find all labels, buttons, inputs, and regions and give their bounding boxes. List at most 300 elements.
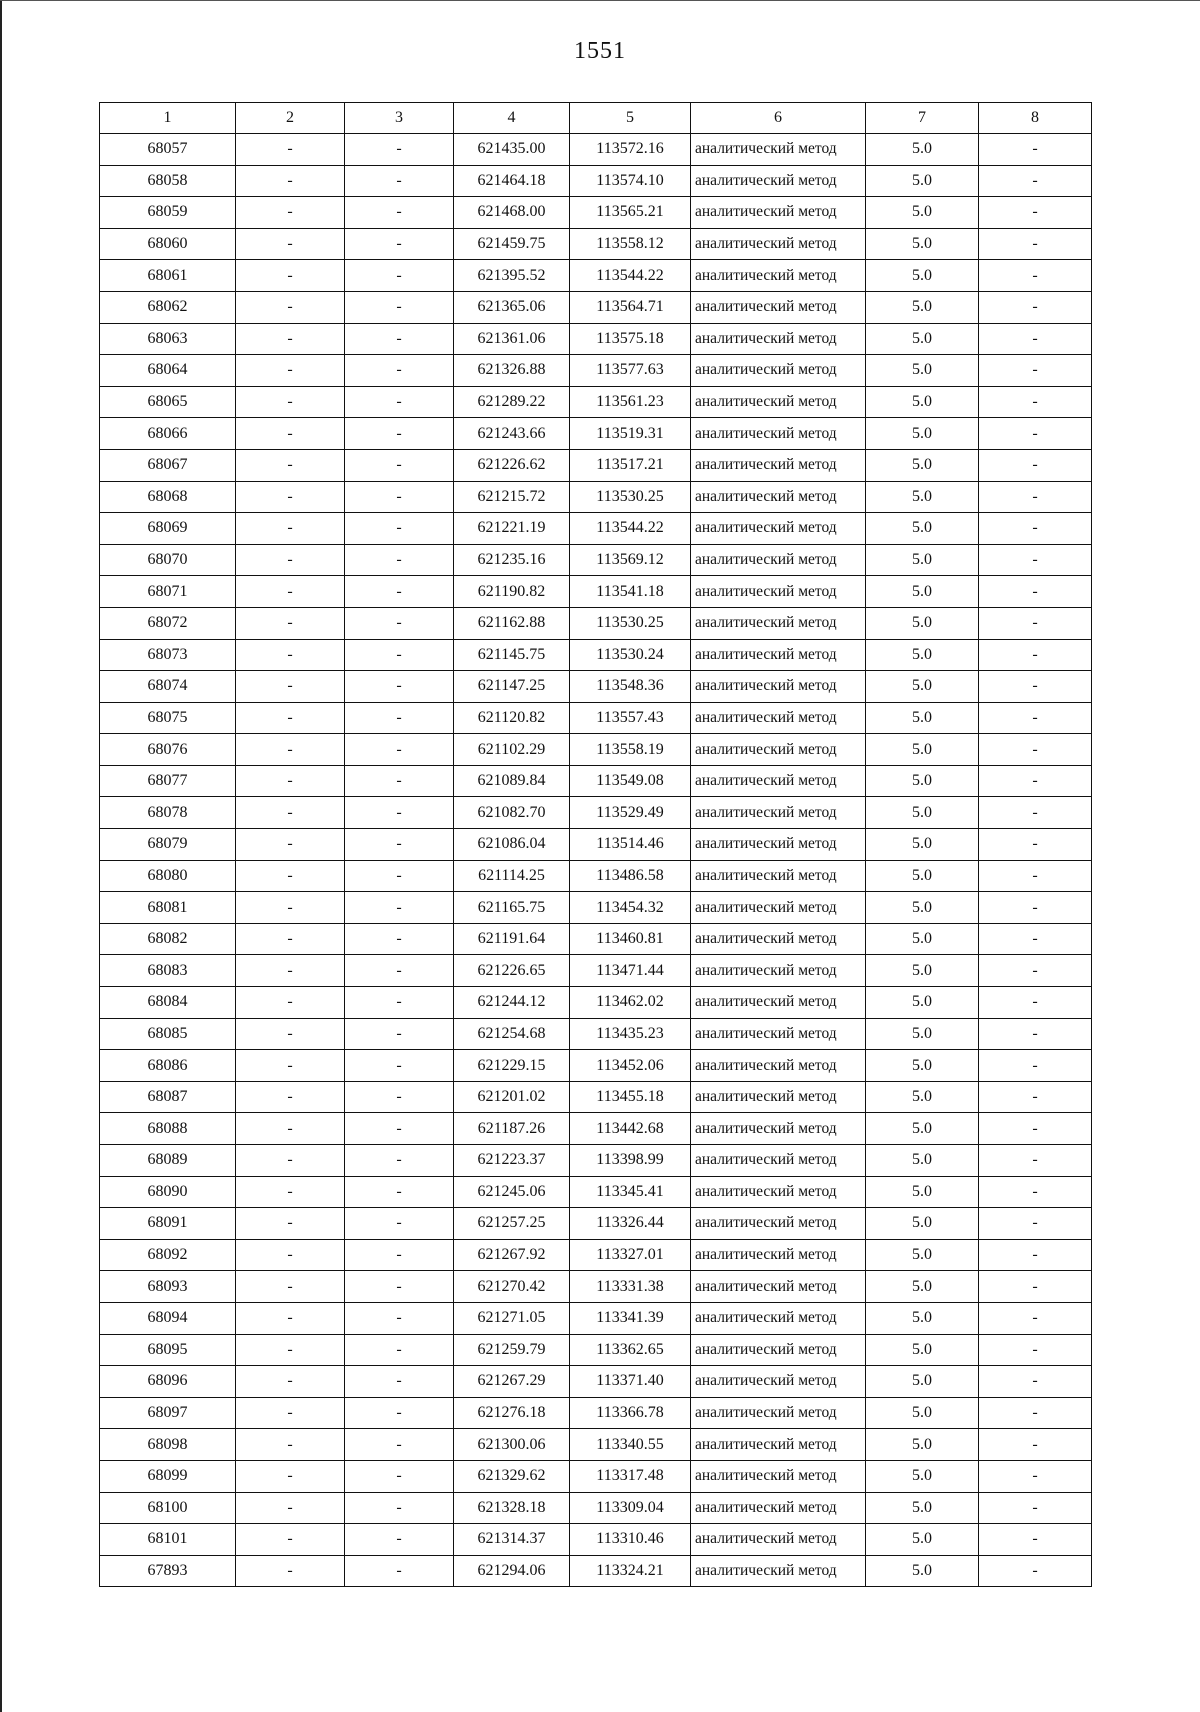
table-cell-col-7: 5.0 <box>866 1397 979 1429</box>
table-cell-col-1: 68068 <box>100 481 236 513</box>
table-cell-col-6: аналитический метод <box>691 228 866 260</box>
table-cell-col-5: 113324.21 <box>570 1555 691 1587</box>
table-cell-col-7: 5.0 <box>866 449 979 481</box>
table-cell-col-7: 5.0 <box>866 323 979 355</box>
table-cell-col-8: - <box>979 1460 1092 1492</box>
table-cell-col-8: - <box>979 829 1092 861</box>
table-cell-col-6: аналитический метод <box>691 607 866 639</box>
table-cell-col-4: 621147.25 <box>454 671 570 703</box>
table-cell-col-7: 5.0 <box>866 197 979 229</box>
table-cell-col-6: аналитический метод <box>691 1176 866 1208</box>
table-cell-col-3: - <box>345 860 454 892</box>
table-cell-col-8: - <box>979 386 1092 418</box>
table-cell-col-1: 68080 <box>100 860 236 892</box>
table-cell-col-3: - <box>345 1176 454 1208</box>
table-cell-col-1: 68096 <box>100 1366 236 1398</box>
table-cell-col-8: - <box>979 197 1092 229</box>
table-cell-col-6: аналитический метод <box>691 639 866 671</box>
table-cell-col-6: аналитический метод <box>691 1081 866 1113</box>
table-cell-col-3: - <box>345 1081 454 1113</box>
table-cell-col-3: - <box>345 418 454 450</box>
table-cell-col-3: - <box>345 923 454 955</box>
table-cell-col-6: аналитический метод <box>691 955 866 987</box>
table-cell-col-2: - <box>236 1366 345 1398</box>
table-cell-col-6: аналитический метод <box>691 481 866 513</box>
table-cell-col-4: 621165.75 <box>454 892 570 924</box>
table-cell-col-1: 68063 <box>100 323 236 355</box>
table-cell-col-2: - <box>236 797 345 829</box>
table-cell-col-7: 5.0 <box>866 734 979 766</box>
table-cell-col-4: 621267.92 <box>454 1239 570 1271</box>
table-cell-col-2: - <box>236 923 345 955</box>
table-cell-col-7: 5.0 <box>866 955 979 987</box>
table-cell-col-6: аналитический метод <box>691 1050 866 1082</box>
table-cell-col-8: - <box>979 1145 1092 1177</box>
table-cell-col-7: 5.0 <box>866 481 979 513</box>
table-cell-col-2: - <box>236 291 345 323</box>
table-cell-col-4: 621145.75 <box>454 639 570 671</box>
table-cell-col-5: 113340.55 <box>570 1429 691 1461</box>
table-cell-col-1: 68077 <box>100 765 236 797</box>
table-cell-col-6: аналитический метод <box>691 134 866 166</box>
table-row <box>100 481 1092 513</box>
table-cell-col-8: - <box>979 1334 1092 1366</box>
table-cell-col-5: 113309.04 <box>570 1492 691 1524</box>
table-cell-col-2: - <box>236 829 345 861</box>
table-cell-col-5: 113362.65 <box>570 1334 691 1366</box>
table-cell-col-2: - <box>236 987 345 1019</box>
table-cell-col-1: 68067 <box>100 449 236 481</box>
table-cell-col-7: 5.0 <box>866 418 979 450</box>
table-cell-col-8: - <box>979 860 1092 892</box>
table-cell-col-1: 68098 <box>100 1429 236 1461</box>
table-cell-col-2: - <box>236 1208 345 1240</box>
table-cell-col-8: - <box>979 765 1092 797</box>
table-cell-col-3: - <box>345 797 454 829</box>
page-top-border <box>0 0 1200 1</box>
table-cell-col-1: 68069 <box>100 513 236 545</box>
table-cell-col-2: - <box>236 323 345 355</box>
table-cell-col-5: 113517.21 <box>570 449 691 481</box>
table-cell-col-1: 67893 <box>100 1555 236 1587</box>
table-row <box>100 1081 1092 1113</box>
table-cell-col-1: 68095 <box>100 1334 236 1366</box>
table-cell-col-1: 68070 <box>100 544 236 576</box>
table-cell-col-5: 113530.25 <box>570 607 691 639</box>
table-cell-col-4: 621459.75 <box>454 228 570 260</box>
table-cell-col-3: - <box>345 1018 454 1050</box>
table-cell-col-6: аналитический метод <box>691 449 866 481</box>
table-cell-col-1: 68089 <box>100 1145 236 1177</box>
table-row <box>100 1524 1092 1556</box>
table-cell-col-5: 113544.22 <box>570 513 691 545</box>
table-cell-col-7: 5.0 <box>866 1492 979 1524</box>
table-row <box>100 134 1092 166</box>
table-cell-col-4: 621221.19 <box>454 513 570 545</box>
table-cell-col-6: аналитический метод <box>691 1429 866 1461</box>
table-cell-col-5: 113486.58 <box>570 860 691 892</box>
table-cell-col-2: - <box>236 734 345 766</box>
table-cell-col-6: аналитический метод <box>691 1018 866 1050</box>
table-cell-col-3: - <box>345 1145 454 1177</box>
table-cell-col-2: - <box>236 860 345 892</box>
table-row <box>100 987 1092 1019</box>
table-cell-col-4: 621300.06 <box>454 1429 570 1461</box>
table-cell-col-7: 5.0 <box>866 513 979 545</box>
table-cell-col-6: аналитический метод <box>691 544 866 576</box>
table-cell-col-7: 5.0 <box>866 1113 979 1145</box>
table-cell-col-4: 621190.82 <box>454 576 570 608</box>
table-cell-col-8: - <box>979 1366 1092 1398</box>
table-row <box>100 449 1092 481</box>
table-cell-col-7: 5.0 <box>866 607 979 639</box>
table-cell-col-5: 113557.43 <box>570 702 691 734</box>
table-cell-col-3: - <box>345 481 454 513</box>
table-cell-col-3: - <box>345 829 454 861</box>
table-header <box>100 103 1092 134</box>
table-row <box>100 671 1092 703</box>
table-row <box>100 291 1092 323</box>
table-cell-col-6: аналитический метод <box>691 513 866 545</box>
table-cell-col-3: - <box>345 165 454 197</box>
table-cell-col-4: 621267.29 <box>454 1366 570 1398</box>
table-cell-col-2: - <box>236 1524 345 1556</box>
table-cell-col-5: 113561.23 <box>570 386 691 418</box>
table-row <box>100 702 1092 734</box>
column-header-3: 3 <box>345 103 454 134</box>
table-cell-col-8: - <box>979 355 1092 387</box>
table-cell-col-5: 113519.31 <box>570 418 691 450</box>
table-cell-col-7: 5.0 <box>866 671 979 703</box>
column-header-8: 8 <box>979 103 1092 134</box>
table-cell-col-4: 621235.16 <box>454 544 570 576</box>
table-cell-col-4: 621102.29 <box>454 734 570 766</box>
table-cell-col-5: 113471.44 <box>570 955 691 987</box>
table-cell-col-4: 621244.12 <box>454 987 570 1019</box>
table-row <box>100 323 1092 355</box>
table-cell-col-3: - <box>345 987 454 1019</box>
table-cell-col-1: 68097 <box>100 1397 236 1429</box>
table-cell-col-7: 5.0 <box>866 765 979 797</box>
table-cell-col-1: 68078 <box>100 797 236 829</box>
table-cell-col-4: 621223.37 <box>454 1145 570 1177</box>
table-cell-col-2: - <box>236 1239 345 1271</box>
table-row <box>100 1176 1092 1208</box>
table-cell-col-2: - <box>236 607 345 639</box>
table-cell-col-8: - <box>979 544 1092 576</box>
table-cell-col-3: - <box>345 386 454 418</box>
table-cell-col-1: 68062 <box>100 291 236 323</box>
table-cell-col-5: 113454.32 <box>570 892 691 924</box>
table-cell-col-8: - <box>979 449 1092 481</box>
table-cell-col-8: - <box>979 702 1092 734</box>
table-cell-col-1: 68093 <box>100 1271 236 1303</box>
table-cell-col-2: - <box>236 1555 345 1587</box>
table-cell-col-5: 113574.10 <box>570 165 691 197</box>
table-cell-col-5: 113341.39 <box>570 1302 691 1334</box>
table-cell-col-8: - <box>979 291 1092 323</box>
table-cell-col-2: - <box>236 765 345 797</box>
table-cell-col-5: 113549.08 <box>570 765 691 797</box>
table-cell-col-4: 621468.00 <box>454 197 570 229</box>
table-cell-col-1: 68075 <box>100 702 236 734</box>
table-row <box>100 765 1092 797</box>
table-cell-col-8: - <box>979 323 1092 355</box>
table-cell-col-2: - <box>236 1429 345 1461</box>
table-cell-col-4: 621114.25 <box>454 860 570 892</box>
column-header-7: 7 <box>866 103 979 134</box>
table-cell-col-7: 5.0 <box>866 797 979 829</box>
table-cell-col-2: - <box>236 165 345 197</box>
table-cell-col-2: - <box>236 386 345 418</box>
column-header-5: 5 <box>570 103 691 134</box>
table-cell-col-7: 5.0 <box>866 1050 979 1082</box>
table-cell-col-3: - <box>345 1334 454 1366</box>
table-cell-col-3: - <box>345 260 454 292</box>
table-cell-col-8: - <box>979 797 1092 829</box>
table-cell-col-5: 113572.16 <box>570 134 691 166</box>
table-cell-col-4: 621257.25 <box>454 1208 570 1240</box>
table-cell-col-8: - <box>979 955 1092 987</box>
table-cell-col-4: 621243.66 <box>454 418 570 450</box>
table-cell-col-5: 113331.38 <box>570 1271 691 1303</box>
table-cell-col-7: 5.0 <box>866 355 979 387</box>
table-row <box>100 892 1092 924</box>
table-cell-col-4: 621289.22 <box>454 386 570 418</box>
table-cell-col-1: 68090 <box>100 1176 236 1208</box>
table-cell-col-4: 621326.88 <box>454 355 570 387</box>
table-cell-col-8: - <box>979 134 1092 166</box>
table-cell-col-6: аналитический метод <box>691 323 866 355</box>
table-cell-col-1: 68094 <box>100 1302 236 1334</box>
table-cell-col-7: 5.0 <box>866 1145 979 1177</box>
table-cell-col-2: - <box>236 1081 345 1113</box>
table-cell-col-7: 5.0 <box>866 1366 979 1398</box>
table-cell-col-7: 5.0 <box>866 829 979 861</box>
table-row <box>100 260 1092 292</box>
page-left-border <box>0 0 2 1712</box>
table-cell-col-7: 5.0 <box>866 544 979 576</box>
table-cell-col-6: аналитический метод <box>691 765 866 797</box>
table-cell-col-5: 113455.18 <box>570 1081 691 1113</box>
table-cell-col-2: - <box>236 1492 345 1524</box>
table-cell-col-8: - <box>979 1018 1092 1050</box>
table-cell-col-8: - <box>979 1555 1092 1587</box>
table-cell-col-7: 5.0 <box>866 1081 979 1113</box>
table-cell-col-5: 113371.40 <box>570 1366 691 1398</box>
table-row <box>100 1050 1092 1082</box>
table-cell-col-8: - <box>979 1113 1092 1145</box>
table-cell-col-8: - <box>979 1492 1092 1524</box>
table-cell-col-2: - <box>236 513 345 545</box>
table-cell-col-1: 68059 <box>100 197 236 229</box>
table-cell-col-5: 113558.19 <box>570 734 691 766</box>
table-cell-col-6: аналитический метод <box>691 1145 866 1177</box>
table-row <box>100 923 1092 955</box>
table-cell-col-6: аналитический метод <box>691 260 866 292</box>
table-cell-col-3: - <box>345 449 454 481</box>
table-cell-col-1: 68085 <box>100 1018 236 1050</box>
table-cell-col-3: - <box>345 513 454 545</box>
table-cell-col-1: 68076 <box>100 734 236 766</box>
table-cell-col-7: 5.0 <box>866 987 979 1019</box>
table-cell-col-3: - <box>345 1460 454 1492</box>
table-cell-col-1: 68099 <box>100 1460 236 1492</box>
table-cell-col-4: 621294.06 <box>454 1555 570 1587</box>
table-row <box>100 1366 1092 1398</box>
table-cell-col-4: 621226.62 <box>454 449 570 481</box>
table-cell-col-3: - <box>345 1555 454 1587</box>
table-cell-col-8: - <box>979 1429 1092 1461</box>
table-cell-col-6: аналитический метод <box>691 418 866 450</box>
table-cell-col-1: 68058 <box>100 165 236 197</box>
table-cell-col-2: - <box>236 1397 345 1429</box>
table-cell-col-7: 5.0 <box>866 576 979 608</box>
table-cell-col-6: аналитический метод <box>691 386 866 418</box>
table-cell-col-3: - <box>345 671 454 703</box>
table-cell-col-2: - <box>236 355 345 387</box>
table-row <box>100 639 1092 671</box>
table-cell-col-1: 68061 <box>100 260 236 292</box>
table-cell-col-7: 5.0 <box>866 1271 979 1303</box>
table-cell-col-1: 68066 <box>100 418 236 450</box>
table-cell-col-5: 113530.24 <box>570 639 691 671</box>
table-cell-col-6: аналитический метод <box>691 797 866 829</box>
table-cell-col-5: 113310.46 <box>570 1524 691 1556</box>
table-cell-col-6: аналитический метод <box>691 1460 866 1492</box>
table-cell-col-4: 621226.65 <box>454 955 570 987</box>
table-cell-col-8: - <box>979 1397 1092 1429</box>
column-header-1: 1 <box>100 103 236 134</box>
table-cell-col-2: - <box>236 1176 345 1208</box>
table-row <box>100 228 1092 260</box>
table-cell-col-4: 621215.72 <box>454 481 570 513</box>
table-cell-col-1: 68079 <box>100 829 236 861</box>
table-cell-col-6: аналитический метод <box>691 165 866 197</box>
table-cell-col-7: 5.0 <box>866 639 979 671</box>
table-cell-col-3: - <box>345 765 454 797</box>
table-cell-col-1: 68073 <box>100 639 236 671</box>
table-cell-col-7: 5.0 <box>866 165 979 197</box>
table-cell-col-7: 5.0 <box>866 860 979 892</box>
table-cell-col-5: 113462.02 <box>570 987 691 1019</box>
table-cell-col-3: - <box>345 1397 454 1429</box>
table-cell-col-3: - <box>345 892 454 924</box>
table-cell-col-5: 113530.25 <box>570 481 691 513</box>
table-cell-col-5: 113548.36 <box>570 671 691 703</box>
table-cell-col-6: аналитический метод <box>691 1239 866 1271</box>
table-cell-col-7: 5.0 <box>866 1239 979 1271</box>
table-cell-col-4: 621082.70 <box>454 797 570 829</box>
table-cell-col-5: 113460.81 <box>570 923 691 955</box>
table-cell-col-3: - <box>345 355 454 387</box>
table-cell-col-6: аналитический метод <box>691 860 866 892</box>
table-cell-col-4: 621435.00 <box>454 134 570 166</box>
table-cell-col-2: - <box>236 418 345 450</box>
table-cell-col-3: - <box>345 576 454 608</box>
table-cell-col-3: - <box>345 607 454 639</box>
table-cell-col-7: 5.0 <box>866 702 979 734</box>
table-cell-col-2: - <box>236 955 345 987</box>
table-cell-col-2: - <box>236 892 345 924</box>
table-cell-col-7: 5.0 <box>866 923 979 955</box>
table-row <box>100 1271 1092 1303</box>
table-row <box>100 1302 1092 1334</box>
table-cell-col-4: 621191.64 <box>454 923 570 955</box>
table-cell-col-2: - <box>236 1334 345 1366</box>
column-header-4: 4 <box>454 103 570 134</box>
table-cell-col-3: - <box>345 1302 454 1334</box>
table-cell-col-3: - <box>345 1524 454 1556</box>
table-cell-col-7: 5.0 <box>866 1176 979 1208</box>
table-cell-col-5: 113326.44 <box>570 1208 691 1240</box>
column-header-2: 2 <box>236 103 345 134</box>
table-cell-col-6: аналитический метод <box>691 1302 866 1334</box>
table-cell-col-2: - <box>236 544 345 576</box>
table-row <box>100 513 1092 545</box>
table-cell-col-4: 621259.79 <box>454 1334 570 1366</box>
table-cell-col-7: 5.0 <box>866 1334 979 1366</box>
table-cell-col-4: 621089.84 <box>454 765 570 797</box>
table-cell-col-6: аналитический метод <box>691 576 866 608</box>
table-cell-col-3: - <box>345 734 454 766</box>
table-cell-col-1: 68074 <box>100 671 236 703</box>
table-cell-col-6: аналитический метод <box>691 1366 866 1398</box>
table-cell-col-2: - <box>236 671 345 703</box>
table-cell-col-5: 113569.12 <box>570 544 691 576</box>
table-cell-col-3: - <box>345 291 454 323</box>
table-row <box>100 1018 1092 1050</box>
table-cell-col-6: аналитический метод <box>691 671 866 703</box>
table-cell-col-5: 113452.06 <box>570 1050 691 1082</box>
table-cell-col-8: - <box>979 1271 1092 1303</box>
table-cell-col-6: аналитический метод <box>691 1492 866 1524</box>
table-cell-col-1: 68065 <box>100 386 236 418</box>
table-cell-col-7: 5.0 <box>866 1208 979 1240</box>
table-cell-col-3: - <box>345 197 454 229</box>
table-cell-col-4: 621187.26 <box>454 1113 570 1145</box>
table-cell-col-8: - <box>979 481 1092 513</box>
table-cell-col-1: 68064 <box>100 355 236 387</box>
table-cell-col-3: - <box>345 639 454 671</box>
table-row <box>100 165 1092 197</box>
table-cell-col-7: 5.0 <box>866 260 979 292</box>
table-row <box>100 1460 1092 1492</box>
table-cell-col-6: аналитический метод <box>691 197 866 229</box>
table-cell-col-3: - <box>345 323 454 355</box>
table-cell-col-1: 68091 <box>100 1208 236 1240</box>
table-cell-col-5: 113435.23 <box>570 1018 691 1050</box>
table-cell-col-2: - <box>236 1050 345 1082</box>
table-cell-col-2: - <box>236 1460 345 1492</box>
page-number: 1551 <box>574 38 626 64</box>
table-cell-col-8: - <box>979 1239 1092 1271</box>
table-cell-col-8: - <box>979 418 1092 450</box>
table-cell-col-8: - <box>979 165 1092 197</box>
table-cell-col-4: 621328.18 <box>454 1492 570 1524</box>
table-cell-col-1: 68082 <box>100 923 236 955</box>
table-cell-col-7: 5.0 <box>866 134 979 166</box>
table-cell-col-7: 5.0 <box>866 1302 979 1334</box>
table-cell-col-4: 621464.18 <box>454 165 570 197</box>
table-cell-col-3: - <box>345 1239 454 1271</box>
table-row <box>100 607 1092 639</box>
table-cell-col-6: аналитический метод <box>691 702 866 734</box>
table-row <box>100 829 1092 861</box>
table-cell-col-4: 621276.18 <box>454 1397 570 1429</box>
table-cell-col-2: - <box>236 576 345 608</box>
table-cell-col-4: 621365.06 <box>454 291 570 323</box>
